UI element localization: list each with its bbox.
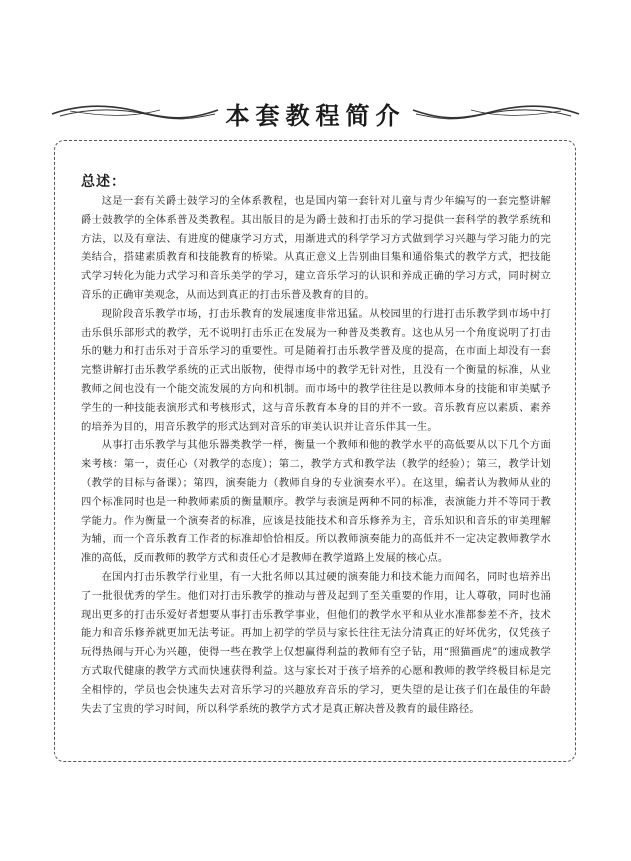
page-title: 本套教程简介: [225, 101, 406, 130]
section-header: [40, 92, 591, 132]
paragraph: 现阶段音乐教学市场，打击乐教育的发展速度非常迅猛。从校园里的行进打击乐教学到市场中打击乐俱乐部形式的教学，无不说明打击乐正在发展为一种普及类教育。这也从另一个角度说明了打击乐的魅力和打击乐对于音乐学习的重要性。可是随着打击乐教学普及度的提高，在市面上却没有一套完整讲解打击乐教学系统的正式出版物，使得市场中的教学无针对性，且没有一个衡量的标准，从业教师之间也没有一个能交流发展的方向和机制。而市场中的教学往往是以教师本身的技能和审美赋予学生的一种技能表演形式和考核形式，这与音乐教育本身的目的并不一致。音乐教育应以素质、素养的培养为目的，用音乐教学的形式达到对音乐的审美认识并让音乐伴其一生。: [81, 307, 551, 433]
right-flourish-ornament: [411, 102, 581, 124]
paragraph: 这是一套有关爵士鼓学习的全体系教程，也是国内第一套针对儿童与青少年编写的一套完整讲解爵士鼓教学的全体系普及类教程。其出版目的是为爵士鼓和打击乐的学习提供一套科学的教学系统和方法，以及有章法、有进度的健康学习方式，用渐进式的科学学习方式做到学习兴趣与学习能力的完美结合，搭建素质教育和技能教育的桥梁。从真正意义上告别曲目集和通俗集式的教学方式，把技能式学习转化为能力式学习和音乐美学的学习，建立音乐学习的认识和养成正确的学习方式，同时树立音乐的正确审美观念，从而达到真正的打击乐普及教育的目的。: [81, 195, 551, 301]
section-label: 总述：: [81, 174, 126, 190]
body-text: [81, 192, 551, 718]
paragraph: 从事打击乐教学与其他乐器类教学一样，衡量一个教师和他的教学水平的高低要从以下几个方面来考核：第一，责任心（对教学的态度）；第二，教学方式和教学法（教学的经验）；第三，教学计划（教学的目标与备课）；第四，演奏能力（教师自身的专业演奏水平）。在这里，编者认为教师从业的四个标准同时也是一种教师素质的衡量顺序。教学与表演是两种不同的标准，表演能力并不等同于教学能力。作为衡量一个演奏者的标准，应该是技能技术和音乐修养为主，音乐知识和音乐的审美理解为辅，而一个音乐教育工作者的标准却恰恰相反。所以教师演奏能力的高低并不一定决定教师教学水准的高低，反而教师的教学方式和责任心才是教师在教学道路上发展的核心点。: [81, 439, 551, 565]
paragraph: 在国内打击乐教学行业里，有一大批名师以其过硬的演奏能力和技术能力而闻名，同时也培养出了一批很优秀的学生。他们对打击乐教学的推动与普及起到了至关重要的作用，让人尊敬，同时也涌现出更多的打击乐爱好者想要从事打击乐教学事业，但他们的教学水平和从业水准都参差不齐，技术能力和音乐修养就更加无法考证。再加上初学的学员与家长往往无法分清真正的好坏优劣，仅凭孩子玩得热闹与开心为兴趣，使得一些在教学上仅想赢得利益的教师有空子钻，用“照猫画虎”的速成教学方式取代健康的教学方式而快速获得利益。这与家长对于孩子培养的心愿和教师的教学终极目标是完全相悖的，学员也会快速失去对音乐学习的兴趣放弃音乐的学习，更失望的是让孩子们在最佳的年龄失去了宝贵的学习时间，所以科学系统的教学方式才是真正解决普及教育的最佳路径。: [81, 570, 551, 715]
